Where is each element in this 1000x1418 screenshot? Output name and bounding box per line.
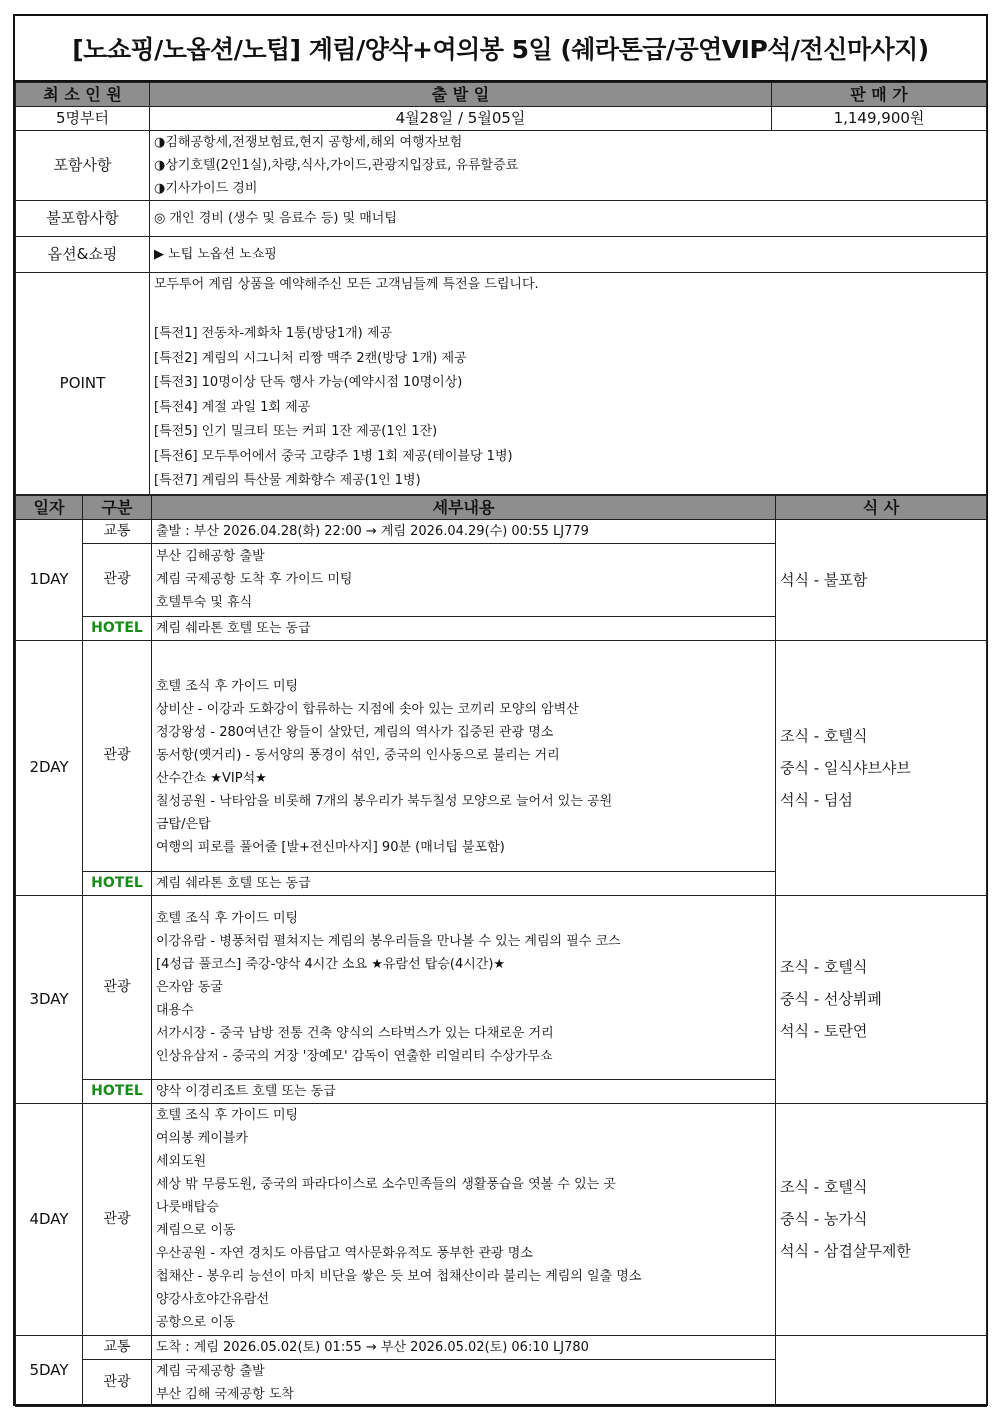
included-row [16,131,987,201]
meal-item: 조식 - 호텔식 [780,726,868,745]
tour-line: 우산공원 - 자연 경치도 아름답고 역사문화유적도 풍부한 관광 명소 [156,1246,533,1261]
tour-line: 호텔투숙 및 휴식 [156,595,253,610]
day5-label: 5DAY [16,1335,83,1406]
day4-tour [152,1103,776,1335]
excluded-content: ◎ 개인 경비 (생수 및 음료수 등) 및 매너팁 [150,201,987,237]
tour-line: 은자암 동굴 [156,979,223,995]
meal-item: 조식 - 호텔식 [780,958,868,976]
day2-label: 2DAY [16,640,83,895]
day4-label: 4DAY [16,1103,83,1335]
day-header: 일자 [16,495,83,519]
day4-meals [776,1103,987,1335]
day1-transport: 출발 : 부산 2026.04.28(화) 22:00 → 계림 2026.04.29(수) 00:55 LJ779 [152,519,776,543]
tour-line: 금탑/은탑 [156,817,211,832]
day1-label: 1DAY [16,519,83,640]
price-header: 판 매 가 [772,83,987,107]
tour-line: 산수간쇼 ★VIP석★ [156,771,267,786]
tour-line: [4성급 풀코스] 죽강-양삭 4시간 소요 ★유람선 탑승(4시간)★ [156,956,506,972]
options-label: 옵션&쇼핑 [16,237,150,273]
point-line: [특전2] 계림의 시그니처 리짱 맥주 2캔(방당 1개) 제공 [154,350,467,366]
day3-tour-label: 관광 [83,895,152,1079]
point-line: [특전3] 10명이상 단독 행사 가능(예약시점 10명이상) [154,375,463,390]
day1-meals [776,519,987,640]
summary-values-row [16,107,987,131]
tour-line: 칠성공원 - 낙타암을 비롯해 7개의 봉우리가 북두칠성 모양으로 늘어서 있는 공원 [156,794,613,809]
tour-line: 세상 밖 무릉도원, 중국의 파라다이스로 소수민족들의 생활풍습을 엿볼 수 있는 곳 [156,1177,616,1192]
point-label: POINT [16,273,150,495]
tour-line: 계림 국제공항 도착 후 가이드 미팅 [156,572,353,587]
day2-tour-label: 관광 [83,640,152,871]
day2-meals [776,640,987,895]
min-people-value: 5명부터 [16,107,150,131]
min-people-header: 최 소 인 원 [16,83,150,107]
tour-line: 계림으로 이동 [156,1223,236,1238]
meal-item: 중식 - 일식샤브샤브 [780,758,911,777]
options-content: ▶ 노팁 노옵션 노쇼핑 [150,237,987,273]
day3-tour [152,895,776,1079]
day3-label: 3DAY [16,895,83,1103]
tour-line: 여의봉 케이블카 [156,1131,249,1146]
meal-item: 조식 - 호텔식 [780,1178,868,1196]
day1-hotel: 계림 쉐라톤 호텔 또는 동급 [152,616,776,640]
tour-line: 부산 김해공항 출발 [156,549,265,564]
options-row [16,237,987,273]
tour-line: 양강사호야간유람선 [156,1292,270,1307]
point-row [16,273,987,495]
meal-item: 석식 - 불포함 [780,570,868,589]
itinerary-sheet [13,14,988,1406]
tour-line [156,652,771,675]
tour-line: 서가시장 - 중국 남방 전통 건축 양식의 스타벅스가 있는 다채로운 거리 [156,1025,554,1041]
day3-meals [776,895,987,1103]
meal-item: 석식 - 토란연 [780,1022,868,1040]
point-content [150,273,987,495]
included-content [150,131,987,201]
meal-item: 중식 - 농가식 [780,1210,868,1228]
point-line: 모두투어 계림 상품을 예약해주신 모든 고객님들께 특전을 드립니다. [154,277,539,292]
meal-item: 석식 - 삼겹살무제한 [780,1242,911,1260]
tour-line: 상비산 - 이강과 도화강이 합류하는 지점에 솟아 있는 코끼리 모양의 암벽산 [156,702,579,717]
detail-header: 세부내용 [152,495,776,519]
day3-tour-row [16,895,987,1079]
page-title: [노쇼핑/노옵션/노팁] 계림/양삭+여의봉 5일 (쉐라톤급/공연VIP석/전신마사지) [15,16,986,82]
tour-line: 공항으로 이동 [156,1315,236,1330]
tour-line: 대용수 [156,1002,194,1018]
itinerary-table [15,495,987,1407]
day1-transport-label: 교통 [83,519,152,543]
day5-tour-label: 관광 [83,1359,152,1406]
type-header: 구분 [83,495,152,519]
itinerary-header-row [16,495,987,519]
point-line: [특전5] 인기 밀크티 또는 커피 1잔 제공(1인 1잔) [154,424,438,439]
departure-value: 4월28일 / 5월05일 [150,107,772,131]
meal-item: 석식 - 딤섬 [780,790,853,809]
day1-hotel-label: HOTEL [83,616,152,640]
day4-tour-row [16,1103,987,1335]
day1-tour-label: 관광 [83,543,152,616]
day5-transport: 도착 : 계림 2026.05.02(토) 01:55 → 부산 2026.05.02(토) 06:10 LJ780 [152,1335,776,1359]
day2-tour-row [16,640,987,871]
tour-line: 부산 김해 국제공항 도착 [156,1386,294,1402]
tour-line: 여행의 피로를 풀어줄 [발+전신마사지] 90분 (매너팁 불포함) [156,840,505,855]
day1-tour [152,543,776,616]
point-line: [특전4] 계절 과일 1회 제공 [154,399,311,415]
tour-line: 이강유람 - 병풍처럼 펼쳐지는 계림의 봉우리들을 만나볼 수 있는 계림의 필수 코스 [156,933,621,949]
tour-line: 정강왕성 - 280여년간 왕들이 살았던, 계림의 역사가 집중된 관광 명소 [156,725,554,740]
included-line: ◑김해공항세,전쟁보험료,현지 공항세,해외 여행자보험 [154,135,463,150]
summary-table [15,82,987,495]
day1-transport-row [16,519,987,543]
excluded-row [16,201,987,237]
meal-item: 중식 - 선상뷔페 [780,990,882,1008]
day5-meals [776,1335,987,1406]
day5-transport-label: 교통 [83,1335,152,1359]
day4-tour-label: 관광 [83,1103,152,1335]
excluded-label: 불포함사항 [16,201,150,237]
tour-line: 동서항(옛거리) - 동서양의 풍경이 섞인, 중국의 인사동으로 불리는 거리 [156,748,560,763]
tour-line: 세외도원 [156,1154,207,1169]
point-line [154,298,982,323]
point-line: [특전1] 전동차-계화차 1통(방당1개) 제공 [154,326,393,341]
tour-line: 계림 국제공항 출발 [156,1363,265,1379]
tour-line: 호텔 조식 후 가이드 미팅 [156,1108,299,1123]
departure-header: 출 발 일 [150,83,772,107]
day5-tour [152,1359,776,1406]
tour-line: 인상유삼저 - 중국의 거장 '장예모' 감독이 연출한 리얼리티 수상가무쇼 [156,1048,553,1064]
summary-header-row [16,83,987,107]
included-line: ◑상기호텔(2인1실),차량,식사,가이드,관광지입장료, 유류할증료 [154,158,519,173]
day3-hotel: 양삭 이경리조트 호텔 또는 동급 [152,1079,776,1103]
price-value: 1,149,900원 [772,107,987,131]
included-label: 포함사항 [16,131,150,201]
tour-line: 호텔 조식 후 가이드 미팅 [156,910,299,926]
day2-hotel-label: HOTEL [83,871,152,895]
day3-hotel-label: HOTEL [83,1079,152,1103]
day5-transport-row [16,1335,987,1359]
day2-hotel: 계림 쉐라톤 호텔 또는 동급 [152,871,776,895]
point-line: [특전7] 계림의 특산물 계화향수 제공(1인 1병) [154,473,421,488]
point-line: [특전6] 모두투어에서 중국 고량주 1병 1회 제공(테이블당 1병) [154,448,513,464]
day2-tour [152,640,776,871]
tour-line: 호텔 조식 후 가이드 미팅 [156,679,299,694]
tour-line: 나룻배탑승 [156,1200,219,1215]
tour-line: 첩채산 - 봉우리 능선이 마치 비단을 쌓은 듯 보여 첩채산이라 불리는 계림의 일출 명소 [156,1269,642,1284]
meal-header: 식 사 [776,495,987,519]
included-line: ◑기사가이드 경비 [154,181,258,196]
